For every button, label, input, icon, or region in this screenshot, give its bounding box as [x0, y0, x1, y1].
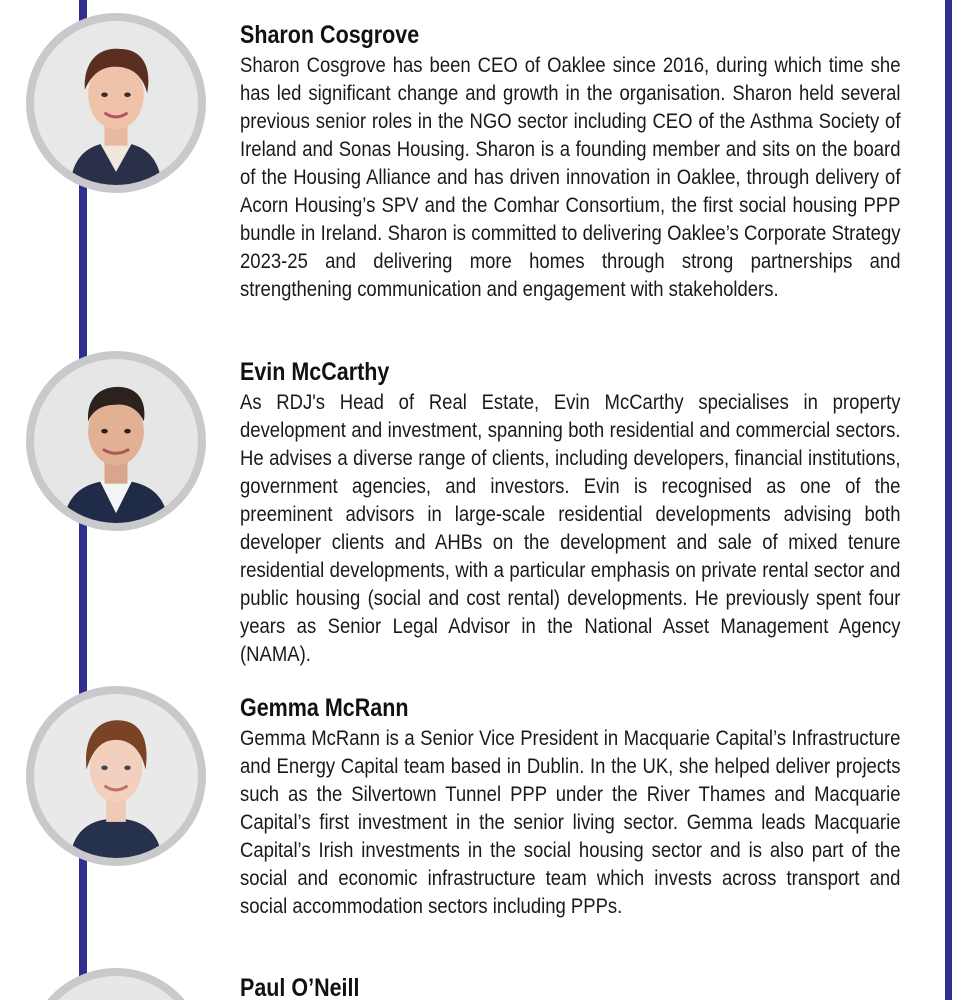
avatar — [26, 351, 206, 531]
bio-block — [240, 974, 901, 1000]
person-name: Gemma McRann — [240, 694, 409, 722]
person-bio: Gemma McRann is a Senior Vice President in Macquarie Capital’s Infrastructure and Energy Capital team based in Dublin. In the UK, she helped deliver projects such as the Silvertown Tunnel PPP under the River Thames and Macquarie Capital’s first investment in the senior living sector. Gemma leads Macquarie Capital’s Irish investments in the social housing sector and is also part of the social and economic infrastructure team which invests across transport and social accommodation sectors including PPPs. — [240, 726, 901, 918]
person-bio: As RDJ's Head of Real Estate, Evin McCarthy specialises in property development and investment, spanning both residential and commercial sectors. He advises a diverse range of clients, including developers, financial institutions, government agencies, and investors. Evin is recognised as one of the preeminent advisors in large-scale residential developments advising both developer clients and AHBs on the development and sale of mixed tenure residential developments, with a particular emphasis on private rental sector and public housing (social and cost rental) developments. He previously spent four years as Senior Legal Advisor in the National Asset Management Agency (NAMA). — [240, 390, 901, 666]
person-name: Sharon Cosgrove — [240, 21, 420, 49]
avatar — [26, 686, 206, 866]
right-accent-rule — [945, 0, 952, 1000]
person-name: Evin McCarthy — [240, 358, 390, 386]
portrait-photo — [34, 976, 198, 1000]
person-name: Paul O’Neill — [240, 974, 360, 1000]
avatar — [26, 13, 206, 193]
portrait-photo — [34, 694, 198, 858]
portrait-photo — [34, 21, 198, 185]
person-bio: Sharon Cosgrove has been CEO of Oaklee since 2016, during which time she has led significant change and growth in the organisation. Sharon held several previous senior roles in the NGO sector including CEO of the Asthma Society of Ireland and Sonas Housing. Sharon is a founding member and sits on the board of the Housing Alliance and has driven innovation in Oaklee, through delivery of Acorn Housing’s SPV and the Comhar Consortium, the first social housing PPP bundle in Ireland. Sharon is committed to delivering Oaklee’s Corporate Strategy 2023-25 and delivering more homes through strong partnerships and strengthening communication and engagement with stakeholders. — [240, 53, 901, 301]
avatar — [26, 968, 206, 1000]
bio-block — [240, 694, 901, 920]
bio-block — [240, 358, 901, 668]
portrait-photo — [34, 359, 198, 523]
bio-block — [240, 21, 901, 303]
